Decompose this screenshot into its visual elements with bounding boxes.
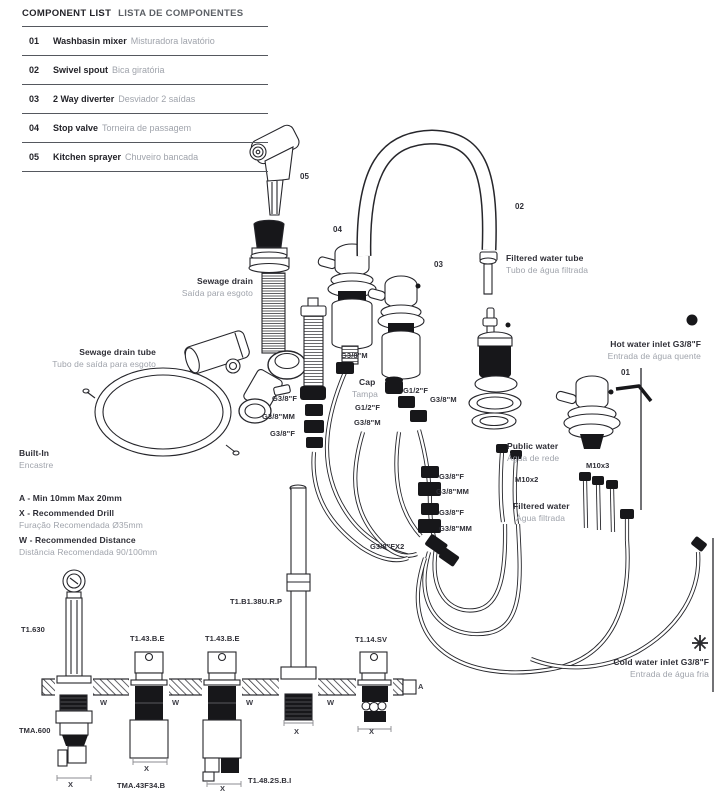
unit-spout-base-drawing (279, 667, 318, 726)
dim-w-label: W (246, 698, 254, 707)
code-sprayer-column: T1.630 (21, 625, 45, 634)
sewage-drain-label-pt: Saída para esgoto (181, 288, 253, 298)
code-mixer-right: T1.43.B.E (205, 634, 240, 643)
unit-t143be-2-drawing (202, 652, 242, 787)
allen-key-drawing (616, 386, 651, 401)
component-num: 01 (29, 36, 40, 46)
code-mixer-left: T1.43.B.E (130, 634, 165, 643)
note-x-pt: Furação Recomendada Ø35mm (19, 520, 143, 530)
diverter-drawing (367, 276, 427, 422)
dim-a-label: A (418, 682, 424, 691)
component-name-en: Stop valve (53, 123, 99, 133)
hot-water-inlet-label-en: Hot water inlet G3/8"F (610, 339, 701, 349)
cold-water-inlet-label-pt: Entrada de água fria (629, 669, 709, 679)
dim-w-label: W (100, 698, 108, 707)
callout-04: 04 (333, 225, 343, 234)
component-name-en: Kitchen sprayer (53, 152, 122, 162)
component-name-pt: Torneira de passagem (102, 123, 192, 133)
hot-water-dot-icon (687, 315, 698, 326)
dim-w-label: W (172, 698, 180, 707)
code-mixer-under: T1.48.2S.B.I (248, 776, 292, 785)
fitting-label: G3/8"M (341, 351, 368, 360)
a-thickness-bracket (403, 680, 416, 694)
washbasin-mixer-drawing (555, 376, 651, 449)
component-list-title-en: COMPONENT LIST (22, 8, 112, 19)
unit-t1630-drawing (55, 570, 93, 781)
filtered-water-tube-label-pt: Tubo de água filtrada (506, 265, 589, 275)
public-water-label-pt: Água de rede (507, 453, 560, 463)
note-w-pt: Distância Recomendada 90/100mm (19, 547, 158, 557)
code-sprayer-under: TMA.600 (19, 726, 51, 735)
component-name-pt: Desviador 2 saídas (118, 94, 196, 104)
fitting-label: G3/8"F (439, 472, 464, 481)
fitting-label: G3/8"MM (436, 487, 470, 496)
component-name-pt: Chuveiro bancada (125, 152, 199, 162)
dim-w-label: W (327, 698, 335, 707)
fitting-label: G3/8"M (430, 395, 457, 404)
fitting-label: G3/8"M (354, 418, 381, 427)
t-fitting-drawing (182, 329, 251, 375)
fitting-label: G3/8"F (439, 508, 464, 517)
fitting-label: G1/2"F (403, 386, 428, 395)
component-list (22, 8, 268, 172)
component-num: 05 (29, 152, 40, 162)
component-row (22, 142, 268, 172)
swivel-spout-drawing (364, 137, 497, 294)
dim-x-label: X (369, 727, 375, 736)
callout-02: 02 (515, 202, 525, 211)
cap-label-pt: Tampa (352, 389, 379, 399)
note-x-en: X - Recommended Drill (19, 508, 115, 518)
note-w-en: W - Recommended Distance (19, 535, 136, 545)
component-name-en: 2 Way diverter (53, 94, 115, 104)
component-num: 03 (29, 94, 40, 104)
built-in-label-en: Built-In (19, 448, 50, 458)
sewage-drain-tube-drawing (83, 368, 239, 456)
filtered-water-tube-label-en: Filtered water tube (506, 253, 584, 263)
fitting-label: G3/8"MM (439, 524, 473, 533)
hot-marker-dot-icon (416, 284, 421, 289)
fitting-label: G3/8"MM (262, 412, 296, 421)
component-row (22, 26, 268, 55)
component-name-en: Swivel spout (53, 65, 109, 75)
code-stop-valve: T1.14.SV (355, 635, 388, 644)
callout-03: 03 (434, 260, 444, 269)
callout-05: 05 (300, 172, 310, 181)
component-list-title-pt: LISTA DE COMPONENTES (118, 8, 244, 19)
component-row (22, 84, 268, 113)
component-row (22, 55, 268, 84)
sewage-drain-label-en: Sewage drain (197, 276, 253, 286)
unit-t143be-1-drawing (129, 652, 169, 765)
cap-label-en: Cap (359, 377, 376, 387)
code-diverter-under: TMA.43F34.B (117, 781, 166, 790)
callout-01: 01 (621, 368, 631, 377)
note-a: A - Min 10mm Max 20mm (19, 493, 122, 503)
sewage-drain-tube-label-en: Sewage drain tube (79, 347, 156, 357)
dim-x-label: X (220, 784, 226, 793)
dim-x-label: X (68, 780, 74, 789)
code-spout-column: T1.B1.38U.R.P (230, 597, 283, 606)
hot-marker-dot-icon (506, 323, 511, 328)
component-row (22, 113, 268, 142)
fitting-label: G3/8"FX2 (370, 542, 405, 551)
fitting-label: M10x3 (586, 461, 610, 470)
built-in-label-pt: Encastre (19, 460, 54, 470)
fitting-label: M10x2 (515, 475, 539, 484)
dim-x-label: X (294, 727, 300, 736)
filter-cartridge-drawing (469, 308, 521, 429)
cold-water-inlet-label-en: Cold water inlet G3/8"F (613, 657, 709, 667)
component-num: 04 (29, 123, 40, 133)
braided-hose-and-left-fittings-drawing (300, 298, 326, 448)
sewage-drain-tube-label-pt: Tubo de saída para esgoto (52, 359, 156, 369)
fitting-label: G1/2"F (355, 403, 380, 412)
spout-column-drawing (287, 485, 310, 668)
filtered-water-label-en: Filtered water (513, 501, 570, 511)
component-num: 02 (29, 65, 40, 75)
component-name-pt: Bica giratória (112, 65, 165, 75)
component-list-title (22, 8, 268, 19)
fitting-label: G3/8"F (272, 394, 297, 403)
hot-water-inlet-label-pt: Entrada de água quente (607, 351, 701, 361)
unit-t114sv-drawing (356, 652, 393, 732)
component-name-pt: Misturadora lavatório (130, 36, 215, 46)
filtered-water-label-pt: Água filtrada (516, 513, 566, 523)
hot-marker-dot-icon (609, 390, 614, 395)
public-water-label-en: Public water (507, 441, 559, 451)
snowflake-icon (692, 635, 708, 651)
fitting-label: G3/8"F (270, 429, 295, 438)
component-name-en: Washbasin mixer (53, 36, 127, 46)
dim-x-label: X (144, 764, 150, 773)
sewage-drain-drawing (249, 220, 306, 379)
